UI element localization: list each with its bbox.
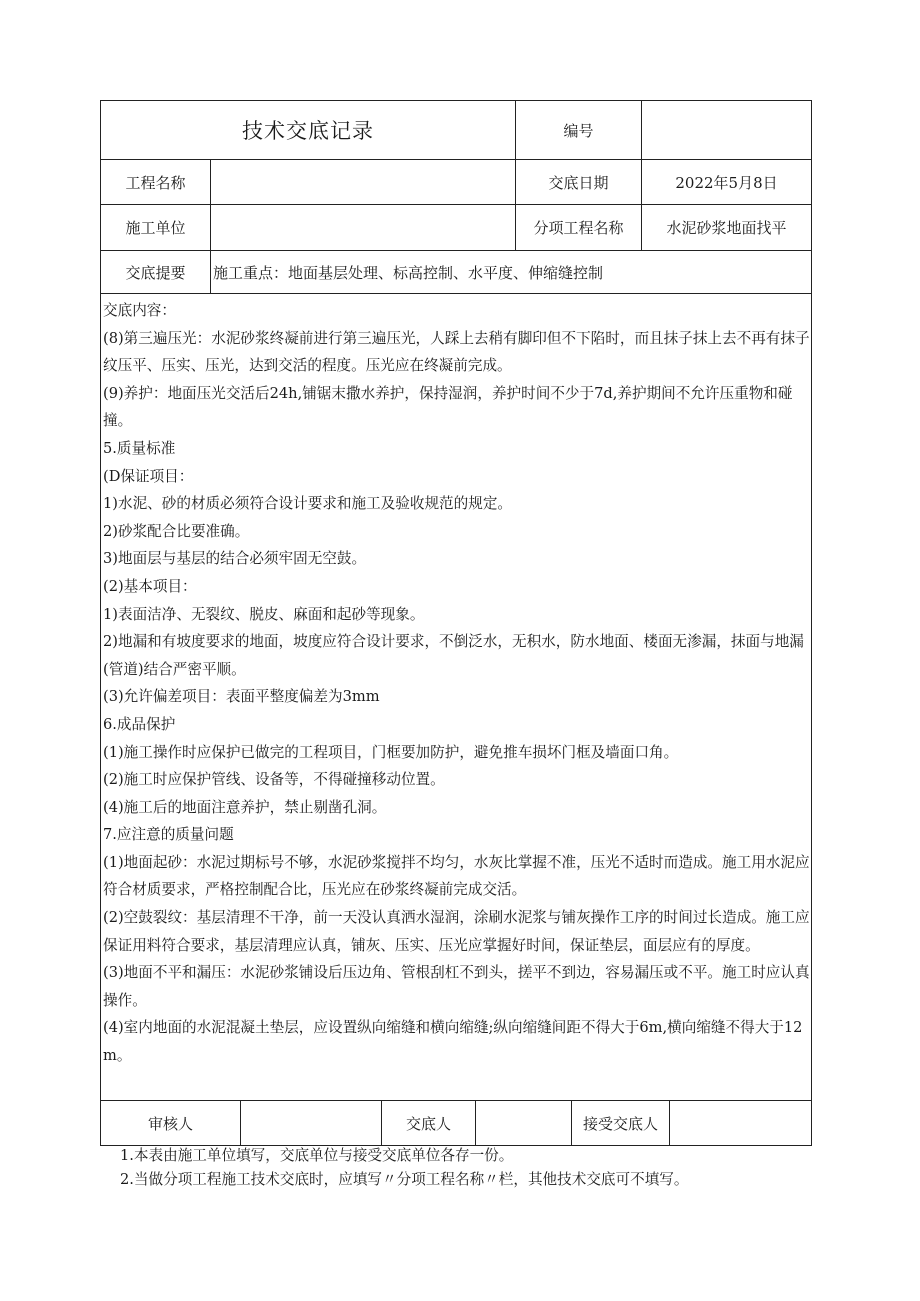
disclosure-date-label: 交底日期 — [548, 173, 609, 192]
content-line: 2)砂浆配合比要准确。 — [103, 522, 250, 540]
receiver-label: 接受交底人 — [582, 1114, 658, 1133]
subproject-name-value[interactable]: 水泥砂浆地面找平 — [666, 219, 787, 237]
content-line: (D保证项目： — [103, 467, 194, 485]
content-line: 5.质量标准 — [103, 439, 176, 457]
note-line: 2.当做分项工程施工技术交底时，应填写〃分项工程名称〃栏，其他技术交底可不填写。 — [120, 1171, 689, 1188]
discloser-value[interactable] — [476, 1101, 571, 1145]
content-line: (1)施工操作时应保护已做完的工程项目，门框要加防护，避免推车损坏门框及墙面口角。 — [103, 743, 679, 761]
subproject-name-label: 分项工程名称 — [533, 219, 624, 237]
content-line: 1)水泥、砂的材质必须符合设计要求和施工及验收规范的规定。 — [103, 495, 513, 513]
content-line: (2)基本项目： — [103, 577, 197, 595]
content-line: (9)养护：地面压光交活后24h,铺锯末撒水养护，保持湿润，养护时间不少于7d,养护期间不允许压重物和碰撞。 — [103, 384, 793, 430]
content-line: (2)空鼓裂纹：基层清理不干净，前一天没认真洒水湿润，涂刷水泥浆与铺灰操作工序的时间过长造成。施工应保证用料符合要求，基层清理应认真，铺灰、压实、压光应掌握好时间，保证垫层，面层应有的厚度。 — [103, 909, 810, 954]
disclosure-form — [100, 100, 812, 1146]
content-line: 6.成品保护 — [103, 715, 176, 733]
disclosure-date-value[interactable]: 2022年5月8日 — [675, 173, 778, 192]
content-line: 2)地漏和有坡度要求的地面，坡度应符合设计要求，不倒泛水，无积水，防水地面、楼面无渗漏，抹面与地漏(管道)结合严密平顺。 — [103, 633, 804, 678]
content-line: (1)地面起砂：水泥过期标号不够，水泥砂浆搅拌不均匀，水灰比掌握不准，压光不适时而造成。施工用水泥应符合材质要求，严格控制配合比，压光应在砂浆终凝前完成交活。 — [103, 853, 810, 899]
content-line: (2)施工时应保护管线、设备等，不得碰撞移动位置。 — [103, 771, 445, 789]
discloser-label: 交底人 — [405, 1114, 451, 1133]
form-notes — [120, 1144, 820, 1192]
row-divider — [101, 293, 811, 294]
content-line: 1)表面洁净、无裂纹、脱皮、麻面和起砂等现象。 — [103, 605, 425, 623]
form-title: 技术交底记录 — [242, 119, 374, 143]
content-line: (4)施工后的地面注意养护，禁止剔凿孔洞。 — [103, 798, 387, 816]
project-name-label: 工程名称 — [125, 173, 186, 192]
content-line: (3)允许偏差项目：表面平整度偏差为3mm — [103, 688, 380, 706]
receiver-value[interactable] — [670, 1101, 811, 1145]
summary-label: 交底提要 — [125, 263, 186, 282]
content-line: 交底内容： — [103, 302, 176, 319]
reviewer-label: 审核人 — [147, 1114, 193, 1133]
content-line: (4)室内地面的水泥混凝土垫层，应设置纵向缩缝和横向缩缝;纵向缩缝间距不得大于6m,横向缩缝不得大于12m。 — [103, 1019, 803, 1065]
number-label: 编号 — [563, 121, 594, 140]
project-name-value[interactable] — [211, 160, 515, 204]
content-line: (3)地面不平和漏压：水泥砂浆铺设后压边角、管根刮杠不到头，搓平不到边，容易漏压或不平。施工时应认真操作。 — [103, 964, 810, 1009]
content-line: (8)第三遍压光：水泥砂浆终凝前进行第三遍压光，人踩上去稍有脚印但不下陷时，而且抹子抹上去不再有抹子纹压平、压实、压光，达到交活的程度。压光应在终凝前完成。 — [103, 329, 810, 375]
reviewer-value[interactable] — [241, 1101, 381, 1145]
disclosure-content — [102, 297, 810, 1065]
content-line: 3)地面层与基层的结合必须牢固无空鼓。 — [103, 550, 367, 568]
number-value[interactable] — [642, 101, 811, 159]
note-line: 1.本表由施工单位填写，交底单位与接受交底单位各存一份。 — [120, 1147, 514, 1164]
construction-unit-value[interactable] — [211, 205, 515, 250]
content-line: 7.应注意的质量问题 — [103, 826, 234, 844]
summary-value[interactable]: 施工重点：地面基层处理、标高控制、水平度、伸缩缝控制 — [213, 263, 604, 282]
construction-unit-label: 施工单位 — [125, 219, 186, 237]
